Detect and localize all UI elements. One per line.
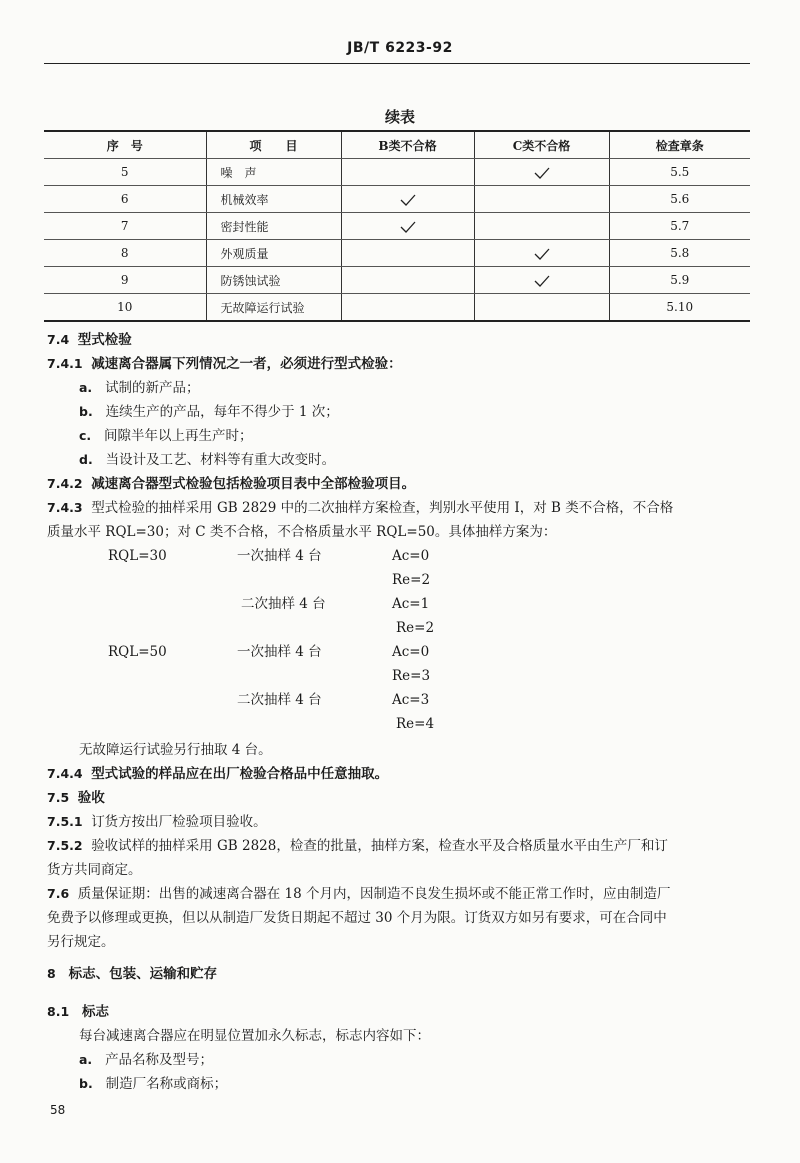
cell-no: 8 xyxy=(44,240,206,267)
table-title: 续表 xyxy=(384,108,415,126)
plan-ac: Ac=1 xyxy=(392,596,430,612)
table-header-row xyxy=(44,131,750,159)
list-item: a. 试制的新产品； xyxy=(79,380,200,396)
list-item: a. 产品名称及型号； xyxy=(79,1052,214,1068)
plan-re: Re=4 xyxy=(396,716,435,732)
cell-item: 噪 声 xyxy=(206,159,341,186)
cell-item: 机械效率 xyxy=(206,186,341,213)
plan-first-sampling: 一次抽样 4 台 xyxy=(237,644,322,660)
plan-rql50: RQL=50 xyxy=(108,644,167,660)
cell-c-class xyxy=(474,186,609,213)
cell-b-class xyxy=(341,267,474,294)
cell-clause: 5.5 xyxy=(609,159,750,186)
cell-clause: 5.8 xyxy=(609,240,750,267)
table-row xyxy=(44,159,750,186)
col-header-no: 序 号 xyxy=(44,131,206,159)
cell-item: 无故障运行试验 xyxy=(206,294,341,322)
section-7-5: 7.5 验收 xyxy=(47,790,105,806)
cell-no: 5 xyxy=(44,159,206,186)
col-header-clause: 检查章条 xyxy=(609,131,750,159)
cell-no: 7 xyxy=(44,213,206,240)
table-row xyxy=(44,186,750,213)
section-8-1: 8.1 标志 xyxy=(47,1004,110,1020)
checkmark-icon xyxy=(534,165,550,179)
cell-b-class xyxy=(341,159,474,186)
plan-re: Re=2 xyxy=(392,572,431,588)
col-header-item: 项 目 xyxy=(206,131,341,159)
section-7-6-cont: 免费予以修理或更换，但以从制造厂发货日期起不超过 30 个月为限。订货双方如另有要求，可在合同中 xyxy=(47,910,667,926)
list-item: b. 制造厂名称或商标； xyxy=(79,1076,228,1092)
section-7-4-4: 7.4.4 型式试验的样品应在出厂检验合格品中任意抽取。 xyxy=(47,766,389,782)
table-row xyxy=(44,294,750,322)
plan-rql30: RQL=30 xyxy=(108,548,167,564)
cell-no: 10 xyxy=(44,294,206,322)
col-header-c-class: C类不合格 xyxy=(474,131,609,159)
plan-ac: Ac=3 xyxy=(392,692,430,708)
standard-code-header: JB/T 6223-92 xyxy=(347,40,453,56)
inspection-table xyxy=(44,130,750,322)
col-header-b-class: B类不合格 xyxy=(341,131,474,159)
page-number: 58 xyxy=(50,1103,66,1117)
list-item: c. 间隙半年以上再生产时； xyxy=(79,428,253,444)
list-item: d. 当设计及工艺、材料等有重大改变时。 xyxy=(79,452,336,468)
cell-item: 外观质量 xyxy=(206,240,341,267)
cell-clause: 5.7 xyxy=(609,213,750,240)
section-7-4-1: 7.4.1 减速离合器属下列情况之一者，必须进行型式检验： xyxy=(47,356,402,372)
cell-b-class xyxy=(341,294,474,322)
section-8-1-text: 每台减速离合器应在明显位置加永久标志，标志内容如下： xyxy=(79,1028,430,1044)
cell-no: 6 xyxy=(44,186,206,213)
checkmark-icon xyxy=(534,246,550,260)
plan-ac: Ac=0 xyxy=(392,548,430,564)
cell-b-class xyxy=(341,240,474,267)
section-7-4-3: 7.4.3 型式检验的抽样采用 GB 2829 中的二次抽样方案检查，判别水平使用 I，对 B 类不合格，不合格 xyxy=(47,500,674,516)
section-7-6: 7.6 质量保证期：出售的减速离合器在 18 个月内，因制造不良发生损坏或不能正常工作时，应由制造厂 xyxy=(47,886,671,902)
section-7-6-cont: 另行规定。 xyxy=(47,934,115,950)
section-8: 8 标志、包装、运输和贮存 xyxy=(47,966,218,982)
table-row xyxy=(44,213,750,240)
cell-item: 密封性能 xyxy=(206,213,341,240)
section-7-5-1: 7.5.1 订货方按出厂检验项目验收。 xyxy=(47,814,267,830)
section-7-5-2: 7.5.2 验收试样的抽样采用 GB 2828，检查的批量，抽样方案，检查水平及合格质量水平由生产厂和订 xyxy=(47,838,668,854)
cell-b-class xyxy=(341,213,474,240)
header-rule xyxy=(44,63,750,64)
table-row xyxy=(44,240,750,267)
section-7-4: 7.4 型式检验 xyxy=(47,332,132,348)
cell-c-class xyxy=(474,267,609,294)
table-row xyxy=(44,267,750,294)
checkmark-icon xyxy=(400,219,416,233)
cell-c-class xyxy=(474,159,609,186)
checkmark-icon xyxy=(534,273,550,287)
cell-clause: 5.6 xyxy=(609,186,750,213)
cell-clause: 5.10 xyxy=(609,294,750,322)
no-fault-sampling-note: 无故障运行试验另行抽取 4 台。 xyxy=(79,742,272,758)
cell-clause: 5.9 xyxy=(609,267,750,294)
plan-second-sampling: 二次抽样 4 台 xyxy=(241,596,326,612)
cell-item: 防锈蚀试验 xyxy=(206,267,341,294)
plan-re: Re=2 xyxy=(396,620,435,636)
checkmark-icon xyxy=(400,192,416,206)
cell-c-class xyxy=(474,294,609,322)
plan-ac: Ac=0 xyxy=(392,644,430,660)
plan-re: Re=3 xyxy=(392,668,431,684)
list-item: b. 连续生产的产品，每年不得少于 1 次； xyxy=(79,404,339,420)
cell-c-class xyxy=(474,213,609,240)
cell-c-class xyxy=(474,240,609,267)
plan-first-sampling: 一次抽样 4 台 xyxy=(237,548,322,564)
section-7-5-2-cont: 货方共同商定。 xyxy=(47,862,142,878)
cell-no: 9 xyxy=(44,267,206,294)
section-7-4-3-cont: 质量水平 RQL=30；对 C 类不合格，不合格质量水平 RQL=50。具体抽样方案为： xyxy=(47,524,557,540)
plan-second-sampling: 二次抽样 4 台 xyxy=(237,692,322,708)
cell-b-class xyxy=(341,186,474,213)
section-7-4-2: 7.4.2 减速离合器型式检验包括检验项目表中全部检验项目。 xyxy=(47,476,416,492)
